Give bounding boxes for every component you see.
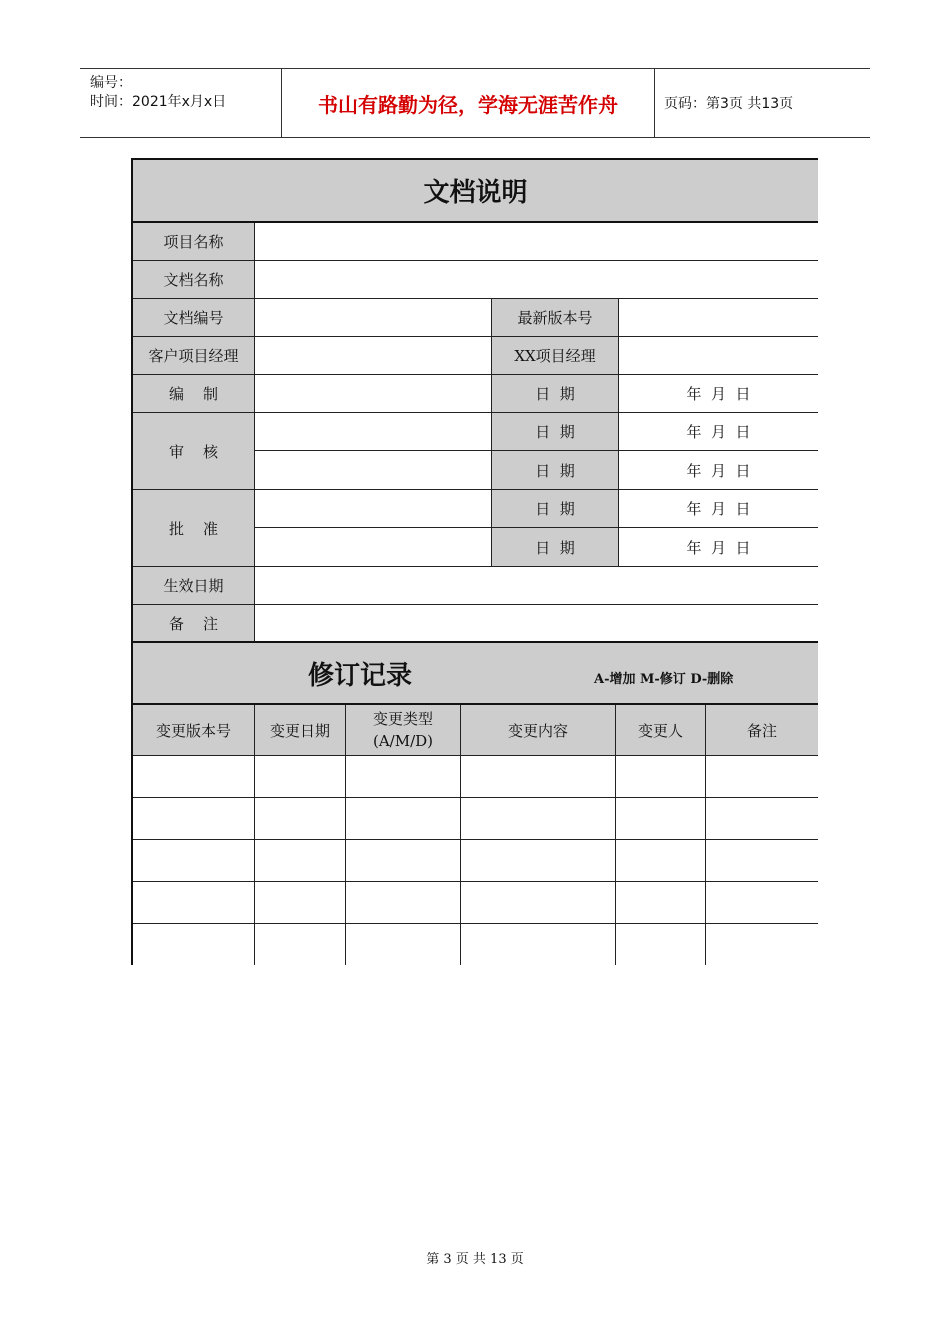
revision-legend: A-增加 M-修订 D-删除 bbox=[594, 672, 734, 687]
doc-info-title: 文档说明 bbox=[133, 160, 818, 223]
revision-cell[interactable] bbox=[461, 798, 616, 840]
revision-cell[interactable] bbox=[133, 882, 255, 924]
revision-cell[interactable] bbox=[255, 924, 346, 965]
revision-cell[interactable] bbox=[706, 840, 818, 882]
client-pm-label: 客户项目经理 bbox=[133, 337, 255, 375]
revision-cell[interactable] bbox=[461, 924, 616, 965]
revision-cell[interactable] bbox=[346, 756, 461, 798]
revision-cell[interactable] bbox=[255, 798, 346, 840]
revision-header bbox=[133, 643, 818, 705]
header-left-cell bbox=[80, 69, 282, 137]
revision-cell[interactable] bbox=[616, 924, 706, 965]
revision-cell[interactable] bbox=[706, 882, 818, 924]
revision-cell[interactable] bbox=[616, 840, 706, 882]
revision-cell[interactable] bbox=[255, 882, 346, 924]
page-footer: 第 3 页 共 13 页 bbox=[426, 1252, 524, 1267]
revision-cell[interactable] bbox=[616, 756, 706, 798]
review-date-label-1: 日 期 bbox=[492, 413, 619, 451]
revision-cell[interactable] bbox=[346, 882, 461, 924]
doc-name-field[interactable] bbox=[255, 261, 818, 299]
document-table bbox=[131, 158, 818, 965]
revision-cell[interactable] bbox=[346, 798, 461, 840]
page-header bbox=[80, 68, 870, 138]
latest-version-field[interactable] bbox=[619, 299, 818, 337]
review-date-label-2: 日 期 bbox=[492, 451, 619, 490]
col-remarks: 备注 bbox=[706, 705, 818, 756]
review-label: 审 核 bbox=[133, 413, 255, 490]
effective-date-label: 生效日期 bbox=[133, 567, 255, 605]
approve-date-field-1[interactable]: 年 月 日 bbox=[619, 490, 818, 528]
motto: 书山有路勤为径，学海无涯苦作舟 bbox=[282, 69, 655, 137]
review-field-1[interactable] bbox=[255, 413, 492, 451]
doc-number-label: 文档编号 bbox=[133, 299, 255, 337]
compile-date-label: 日 期 bbox=[492, 375, 619, 413]
revision-cell[interactable] bbox=[133, 840, 255, 882]
col-content: 变更内容 bbox=[461, 705, 616, 756]
revision-cell[interactable] bbox=[616, 882, 706, 924]
xx-pm-label: XX项目经理 bbox=[492, 337, 619, 375]
approve-date-label-2: 日 期 bbox=[492, 528, 619, 567]
latest-version-label: 最新版本号 bbox=[492, 299, 619, 337]
col-date: 变更日期 bbox=[255, 705, 346, 756]
approve-field-1[interactable] bbox=[255, 490, 492, 528]
compile-label: 编 制 bbox=[133, 375, 255, 413]
revision-cell[interactable] bbox=[616, 798, 706, 840]
revision-cell[interactable] bbox=[255, 756, 346, 798]
review-field-2[interactable] bbox=[255, 451, 492, 490]
revision-cell[interactable] bbox=[346, 924, 461, 965]
revision-cell[interactable] bbox=[706, 756, 818, 798]
review-date-field-1[interactable]: 年 月 日 bbox=[619, 413, 818, 451]
revision-cell[interactable] bbox=[461, 756, 616, 798]
doc-name-label: 文档名称 bbox=[133, 261, 255, 299]
time-label: 时间：2021年x月x日 bbox=[90, 94, 227, 110]
revision-cell[interactable] bbox=[133, 756, 255, 798]
review-date-field-2[interactable]: 年 月 日 bbox=[619, 451, 818, 490]
revision-cell[interactable] bbox=[706, 924, 818, 965]
xx-pm-field[interactable] bbox=[619, 337, 818, 375]
col-author: 变更人 bbox=[616, 705, 706, 756]
compile-field[interactable] bbox=[255, 375, 492, 413]
project-name-field[interactable] bbox=[255, 223, 818, 261]
remarks-label: 备 注 bbox=[133, 605, 255, 643]
revision-title: 修订记录 bbox=[308, 661, 413, 691]
revision-cell[interactable] bbox=[133, 924, 255, 965]
page-info: 页码：第3页 共13页 bbox=[664, 96, 794, 112]
effective-date-field[interactable] bbox=[255, 567, 818, 605]
approve-label: 批 准 bbox=[133, 490, 255, 567]
approve-date-label-1: 日 期 bbox=[492, 490, 619, 528]
revision-cell[interactable] bbox=[461, 840, 616, 882]
revision-cell[interactable] bbox=[255, 840, 346, 882]
revision-cell[interactable] bbox=[346, 840, 461, 882]
remarks-field[interactable] bbox=[255, 605, 818, 643]
client-pm-field[interactable] bbox=[255, 337, 492, 375]
revision-cell[interactable] bbox=[461, 882, 616, 924]
col-version: 变更版本号 bbox=[133, 705, 255, 756]
approve-field-2[interactable] bbox=[255, 528, 492, 567]
number-label: 编号： bbox=[90, 75, 132, 91]
doc-number-field[interactable] bbox=[255, 299, 492, 337]
approve-date-field-2[interactable]: 年 月 日 bbox=[619, 528, 818, 567]
revision-cell[interactable] bbox=[706, 798, 818, 840]
col-type: 变更类型 (A/M/D) bbox=[346, 705, 461, 756]
compile-date-field[interactable]: 年 月 日 bbox=[619, 375, 818, 413]
revision-cell[interactable] bbox=[133, 798, 255, 840]
project-name-label: 项目名称 bbox=[133, 223, 255, 261]
